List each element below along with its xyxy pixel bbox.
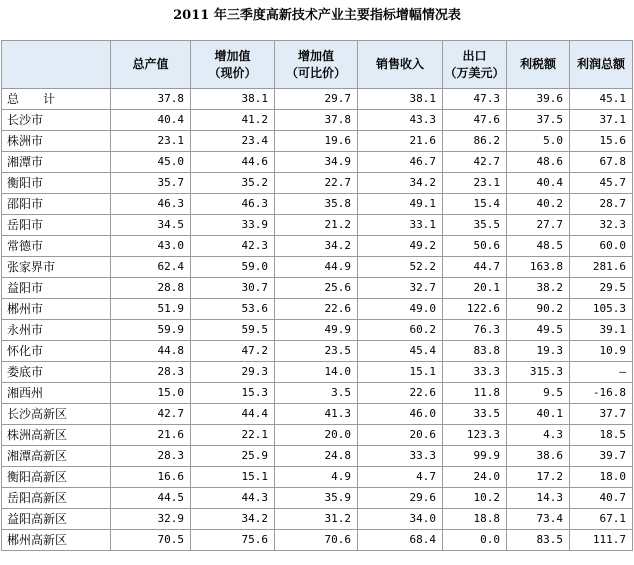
table-cell: 15.1 (191, 467, 275, 488)
table-cell: 20.0 (275, 425, 358, 446)
table-cell: 21.6 (358, 131, 443, 152)
column-header (507, 41, 570, 89)
table-cell: 27.7 (507, 215, 570, 236)
table-cell: 23.1 (111, 131, 191, 152)
column-header-line: 利润总额 (576, 57, 625, 71)
table-cell: 40.1 (507, 404, 570, 425)
table-cell: 33.9 (191, 215, 275, 236)
table-cell: 34.5 (111, 215, 191, 236)
table-cell: 4.3 (507, 425, 570, 446)
table-row (2, 488, 633, 509)
table-cell: 83.8 (443, 341, 507, 362)
row-label: 郴州高新区 (2, 530, 111, 551)
table-cell: 23.5 (275, 341, 358, 362)
table-cell: 105.3 (570, 299, 633, 320)
table-cell: 31.2 (275, 509, 358, 530)
table-row (2, 383, 633, 404)
table-cell: 40.2 (507, 194, 570, 215)
table-cell: 21.2 (275, 215, 358, 236)
table-cell: 42.7 (111, 404, 191, 425)
table-cell: 70.6 (275, 530, 358, 551)
table-cell: 67.8 (570, 152, 633, 173)
row-label: 湘西州 (2, 383, 111, 404)
table-cell: 38.6 (507, 446, 570, 467)
table-cell: 59.9 (111, 320, 191, 341)
table-cell: 53.6 (191, 299, 275, 320)
table-cell: 20.1 (443, 278, 507, 299)
table-cell: 42.7 (443, 152, 507, 173)
table-cell: 24.0 (443, 467, 507, 488)
row-label: 张家界市 (2, 257, 111, 278)
table-cell: 17.2 (507, 467, 570, 488)
table-cell: 67.1 (570, 509, 633, 530)
row-label: 株洲市 (2, 131, 111, 152)
table-cell: 90.2 (507, 299, 570, 320)
table-row (2, 467, 633, 488)
table-cell: 25.9 (191, 446, 275, 467)
table-cell: 18.0 (570, 467, 633, 488)
column-header (275, 41, 358, 89)
table-cell: -16.8 (570, 383, 633, 404)
table-cell: 50.6 (443, 236, 507, 257)
table-row (2, 131, 633, 152)
table-cell: 14.0 (275, 362, 358, 383)
table-cell: 15.6 (570, 131, 633, 152)
table-cell: 99.9 (443, 446, 507, 467)
column-header (191, 41, 275, 89)
column-header-line: 销售收入 (375, 57, 424, 71)
table-cell: 28.7 (570, 194, 633, 215)
table-cell: 34.2 (191, 509, 275, 530)
table-cell: 18.5 (570, 425, 633, 446)
row-label: 岳阳高新区 (2, 488, 111, 509)
table-cell: 38.1 (191, 89, 275, 110)
table-cell: 23.4 (191, 131, 275, 152)
column-header-subline: （现价） (208, 65, 257, 80)
table-cell: 11.8 (443, 383, 507, 404)
row-label: 湘潭高新区 (2, 446, 111, 467)
table-row (2, 425, 633, 446)
row-label: 长沙高新区 (2, 404, 111, 425)
column-header (2, 41, 111, 89)
table-cell: 49.2 (358, 236, 443, 257)
table-cell: 19.3 (507, 341, 570, 362)
table-cell: 19.6 (275, 131, 358, 152)
table-cell: 45.7 (570, 173, 633, 194)
table-cell: 44.9 (275, 257, 358, 278)
table-cell: 49.9 (275, 320, 358, 341)
table-cell: 32.9 (111, 509, 191, 530)
table-cell: 28.8 (111, 278, 191, 299)
table-cell: 3.5 (275, 383, 358, 404)
table-row (2, 89, 633, 110)
row-label: 益阳高新区 (2, 509, 111, 530)
column-header (111, 41, 191, 89)
table-cell: 9.5 (507, 383, 570, 404)
table-cell: 315.3 (507, 362, 570, 383)
table-cell: 34.2 (358, 173, 443, 194)
row-label: 益阳市 (2, 278, 111, 299)
table-row (2, 341, 633, 362)
table-row (2, 215, 633, 236)
table-cell: 76.3 (443, 320, 507, 341)
table-cell: 35.9 (275, 488, 358, 509)
table-cell: 32.3 (570, 215, 633, 236)
table-cell: 35.8 (275, 194, 358, 215)
table-cell: 29.3 (191, 362, 275, 383)
row-label: 总 计 (2, 89, 111, 110)
table-cell: 22.1 (191, 425, 275, 446)
column-header-line: 出口 (462, 48, 487, 63)
row-label: 邵阳市 (2, 194, 111, 215)
column-header-subline: （万美元） (444, 65, 505, 80)
table-cell: 14.3 (507, 488, 570, 509)
table-cell: 29.6 (358, 488, 443, 509)
table-cell: 5.0 (507, 131, 570, 152)
table-cell: 51.9 (111, 299, 191, 320)
table-cell: 37.8 (275, 110, 358, 131)
column-header (570, 41, 633, 89)
column-header (358, 41, 443, 89)
table-row (2, 278, 633, 299)
table-row (2, 362, 633, 383)
table-cell: 23.1 (443, 173, 507, 194)
table-cell: 35.5 (443, 215, 507, 236)
table-cell: 86.2 (443, 131, 507, 152)
table-cell: 22.6 (358, 383, 443, 404)
row-label: 郴州市 (2, 299, 111, 320)
table-row (2, 194, 633, 215)
table-cell: 60.2 (358, 320, 443, 341)
table-cell: 48.6 (507, 152, 570, 173)
table-cell: 46.3 (111, 194, 191, 215)
table-cell: 10.2 (443, 488, 507, 509)
table-cell: 33.3 (358, 446, 443, 467)
column-header-line: 利税额 (519, 57, 556, 71)
table-cell: 46.3 (191, 194, 275, 215)
table-cell: 33.1 (358, 215, 443, 236)
table-cell: 20.6 (358, 425, 443, 446)
table-cell: 39.7 (570, 446, 633, 467)
table-cell: 37.5 (507, 110, 570, 131)
table-cell: 15.3 (191, 383, 275, 404)
header-row (2, 41, 633, 89)
table-cell: 39.1 (570, 320, 633, 341)
column-header-line: 增加值 (297, 48, 334, 63)
column-header-line: 增加值 (214, 48, 251, 63)
row-label: 湘潭市 (2, 152, 111, 173)
table-cell: 52.2 (358, 257, 443, 278)
table-cell: 45.4 (358, 341, 443, 362)
table-cell: 28.3 (111, 446, 191, 467)
table-cell: 40.4 (111, 110, 191, 131)
table-cell: 59.0 (191, 257, 275, 278)
table-cell: 111.7 (570, 530, 633, 551)
table-row (2, 236, 633, 257)
table-cell: 34.0 (358, 509, 443, 530)
row-label: 株洲高新区 (2, 425, 111, 446)
table-cell: 15.1 (358, 362, 443, 383)
table-cell: 73.4 (507, 509, 570, 530)
table-cell: 44.3 (191, 488, 275, 509)
table-cell: 43.0 (111, 236, 191, 257)
row-label: 长沙市 (2, 110, 111, 131)
table-cell: 46.0 (358, 404, 443, 425)
table-cell: 41.2 (191, 110, 275, 131)
table-cell: 49.0 (358, 299, 443, 320)
column-header-line: 总产值 (132, 57, 169, 71)
table-row (2, 404, 633, 425)
table-cell: 35.7 (111, 173, 191, 194)
table-row (2, 257, 633, 278)
table-cell: 33.5 (443, 404, 507, 425)
table-cell: 163.8 (507, 257, 570, 278)
table-cell: 22.6 (275, 299, 358, 320)
table-row (2, 530, 633, 551)
table-cell: 29.7 (275, 89, 358, 110)
row-label: 怀化市 (2, 341, 111, 362)
table-cell: 68.4 (358, 530, 443, 551)
table-cell: 4.7 (358, 467, 443, 488)
table-row (2, 320, 633, 341)
table-cell: 38.1 (358, 89, 443, 110)
table-cell: 28.3 (111, 362, 191, 383)
table-cell: 44.7 (443, 257, 507, 278)
table-cell: — (570, 362, 633, 383)
table-cell: 15.0 (111, 383, 191, 404)
table-row (2, 446, 633, 467)
table-cell: 37.1 (570, 110, 633, 131)
table-cell: 37.8 (111, 89, 191, 110)
table-cell: 4.9 (275, 467, 358, 488)
table-row (2, 299, 633, 320)
table-cell: 10.9 (570, 341, 633, 362)
table-row (2, 110, 633, 131)
table-cell: 44.4 (191, 404, 275, 425)
table-body (2, 89, 633, 551)
table-row (2, 152, 633, 173)
table-cell: 49.1 (358, 194, 443, 215)
column-header-subline: （可比价） (285, 65, 346, 80)
table-cell: 49.5 (507, 320, 570, 341)
table-cell: 122.6 (443, 299, 507, 320)
table-cell: 34.2 (275, 236, 358, 257)
table-cell: 41.3 (275, 404, 358, 425)
table-cell: 42.3 (191, 236, 275, 257)
indicator-table (1, 40, 633, 551)
page-title: 2011 年三季度高新技术产业主要指标增幅情况表 (173, 8, 461, 23)
table-cell: 46.7 (358, 152, 443, 173)
table-cell: 15.4 (443, 194, 507, 215)
table-cell: 59.5 (191, 320, 275, 341)
column-header (443, 41, 507, 89)
row-label: 永州市 (2, 320, 111, 341)
table-cell: 25.6 (275, 278, 358, 299)
table-cell: 0.0 (443, 530, 507, 551)
row-label: 常德市 (2, 236, 111, 257)
table-cell: 35.2 (191, 173, 275, 194)
table-cell: 45.0 (111, 152, 191, 173)
table-header (2, 41, 633, 89)
table-cell: 70.5 (111, 530, 191, 551)
table-cell: 48.5 (507, 236, 570, 257)
table-cell: 24.8 (275, 446, 358, 467)
table-row (2, 173, 633, 194)
table-cell: 123.3 (443, 425, 507, 446)
table-cell: 22.7 (275, 173, 358, 194)
table-cell: 47.3 (443, 89, 507, 110)
table-cell: 62.4 (111, 257, 191, 278)
table-cell: 37.7 (570, 404, 633, 425)
table-cell: 33.3 (443, 362, 507, 383)
table-cell: 32.7 (358, 278, 443, 299)
table-cell: 21.6 (111, 425, 191, 446)
table-cell: 281.6 (570, 257, 633, 278)
row-label: 岳阳市 (2, 215, 111, 236)
table-cell: 47.2 (191, 341, 275, 362)
table-cell: 75.6 (191, 530, 275, 551)
table-cell: 18.8 (443, 509, 507, 530)
table-cell: 39.6 (507, 89, 570, 110)
table-cell: 40.4 (507, 173, 570, 194)
table-cell: 34.9 (275, 152, 358, 173)
table-cell: 40.7 (570, 488, 633, 509)
table-cell: 44.8 (111, 341, 191, 362)
row-label: 衡阳高新区 (2, 467, 111, 488)
table-cell: 29.5 (570, 278, 633, 299)
table-cell: 60.0 (570, 236, 633, 257)
table-cell: 47.6 (443, 110, 507, 131)
table-cell: 45.1 (570, 89, 633, 110)
row-label: 衡阳市 (2, 173, 111, 194)
table-cell: 44.6 (191, 152, 275, 173)
table-cell: 83.5 (507, 530, 570, 551)
table-cell: 16.6 (111, 467, 191, 488)
table-cell: 44.5 (111, 488, 191, 509)
row-label: 娄底市 (2, 362, 111, 383)
table-cell: 38.2 (507, 278, 570, 299)
table-cell: 30.7 (191, 278, 275, 299)
table-row (2, 509, 633, 530)
table-cell: 43.3 (358, 110, 443, 131)
